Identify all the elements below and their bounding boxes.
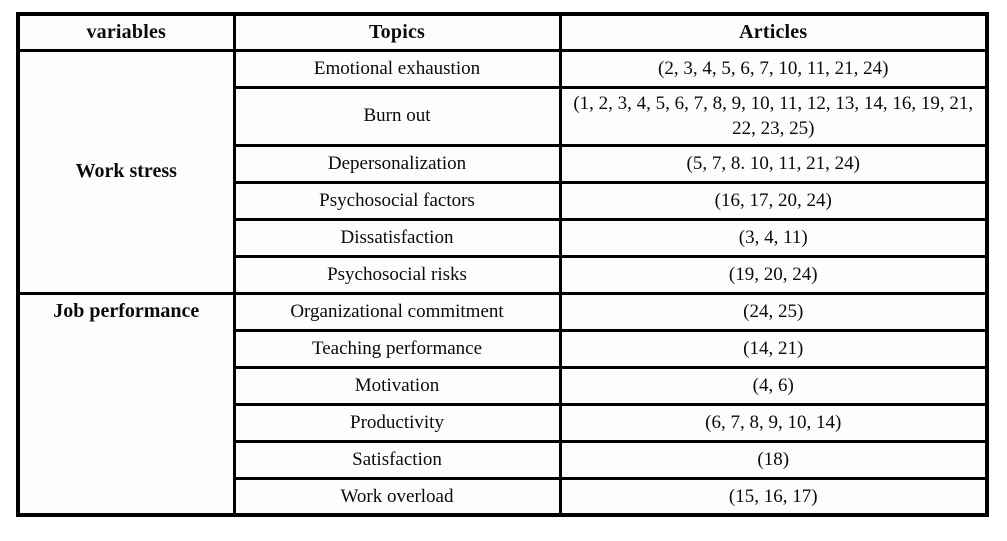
articles-cell: (1, 2, 3, 4, 5, 6, 7, 8, 9, 10, 11, 12, 13, 14, 16, 19, 21, 22, 23, 25) (560, 87, 987, 145)
topic-cell: Satisfaction (234, 441, 560, 478)
articles-cell: (15, 16, 17) (560, 478, 987, 515)
topic-cell: Work overload (234, 478, 560, 515)
articles-cell: (5, 7, 8. 10, 11, 21, 24) (560, 145, 987, 182)
variables-topics-articles-table (16, 12, 989, 517)
articles-cell: (19, 20, 24) (560, 256, 987, 293)
table-head (18, 14, 987, 50)
variable-cell: Job performance (18, 293, 234, 515)
topic-cell: Teaching performance (234, 330, 560, 367)
header-cell: variables (18, 14, 234, 50)
articles-cell: (24, 25) (560, 293, 987, 330)
articles-cell: (14, 21) (560, 330, 987, 367)
table-row (18, 50, 987, 87)
articles-cell: (6, 7, 8, 9, 10, 14) (560, 404, 987, 441)
articles-cell: (3, 4, 11) (560, 219, 987, 256)
topic-cell: Psychosocial risks (234, 256, 560, 293)
topic-cell: Dissatisfaction (234, 219, 560, 256)
header-cell: Topics (234, 14, 560, 50)
topic-cell: Emotional exhaustion (234, 50, 560, 87)
topic-cell: Burn out (234, 87, 560, 145)
table-row (18, 293, 987, 330)
topic-cell: Productivity (234, 404, 560, 441)
topic-cell: Motivation (234, 367, 560, 404)
articles-cell: (2, 3, 4, 5, 6, 7, 10, 11, 21, 24) (560, 50, 987, 87)
topic-cell: Depersonalization (234, 145, 560, 182)
variable-cell: Work stress (18, 50, 234, 293)
header-cell: Articles (560, 14, 987, 50)
articles-cell: (18) (560, 441, 987, 478)
articles-cell: (4, 6) (560, 367, 987, 404)
topic-cell: Psychosocial factors (234, 182, 560, 219)
articles-cell: (16, 17, 20, 24) (560, 182, 987, 219)
topic-cell: Organizational commitment (234, 293, 560, 330)
table-body (18, 50, 987, 515)
header-row (18, 14, 987, 50)
